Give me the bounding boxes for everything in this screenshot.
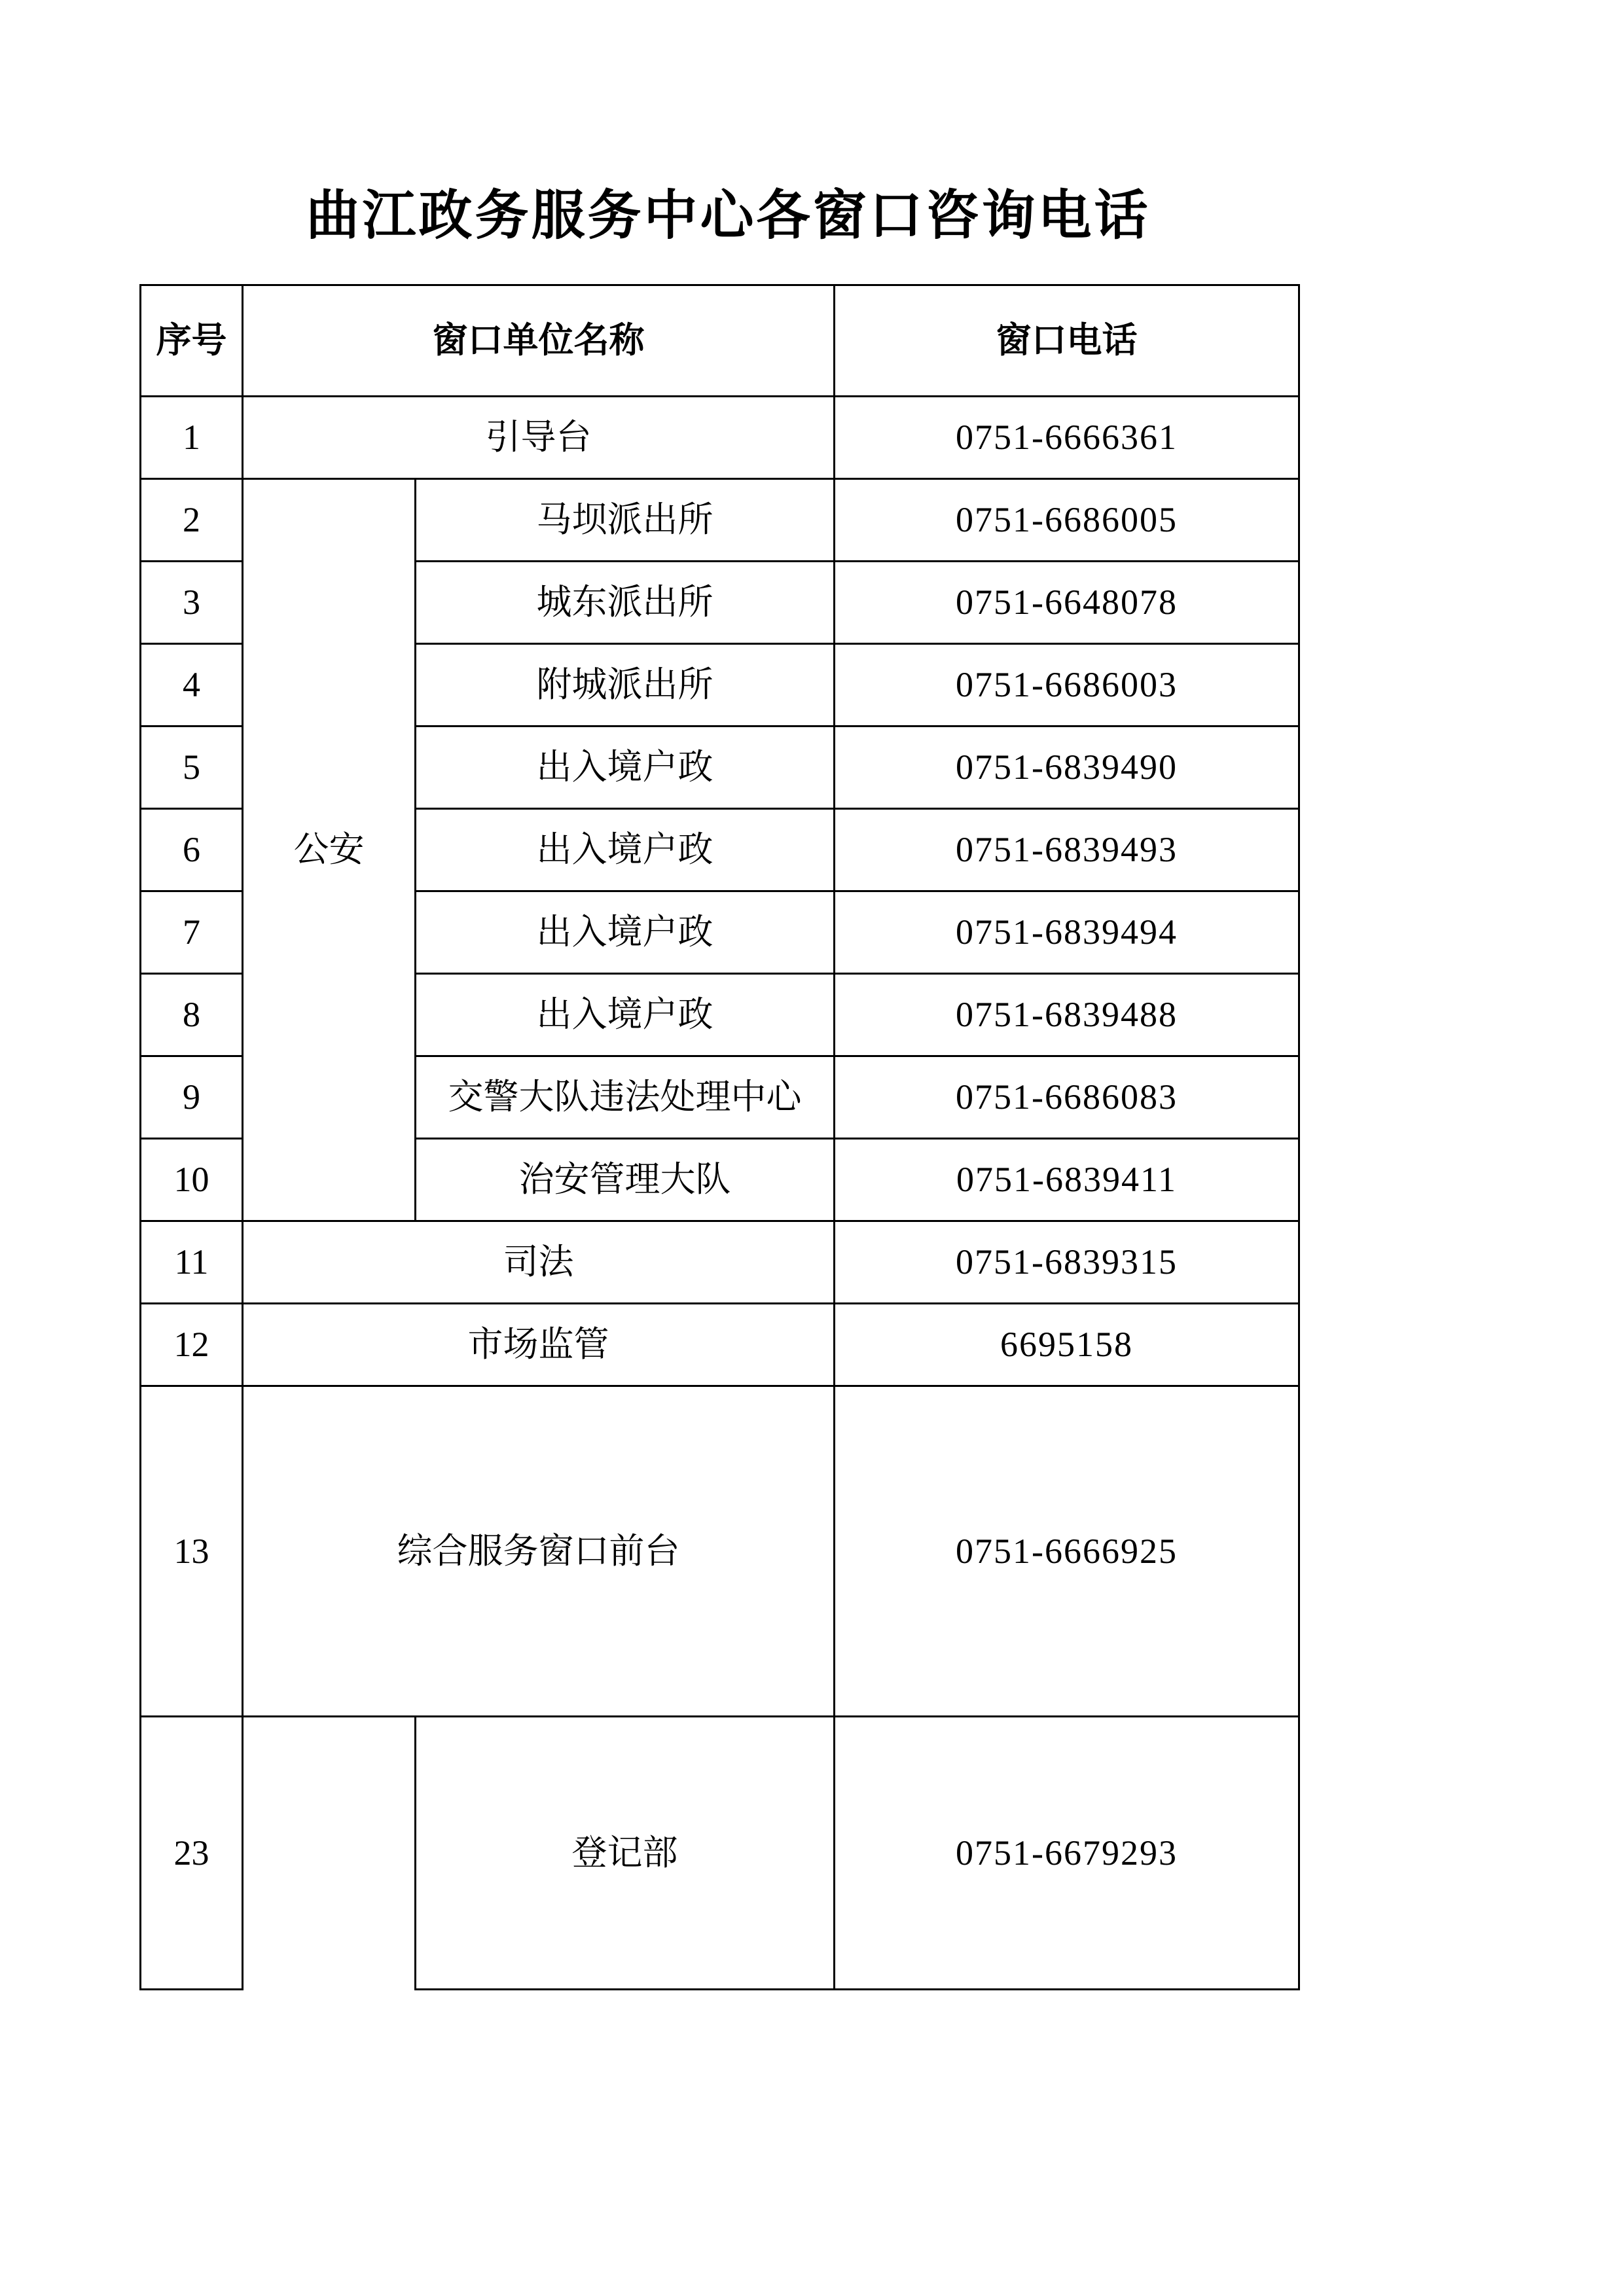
row-index: 13 <box>141 1386 243 1717</box>
row-index: 3 <box>141 562 243 644</box>
row-index: 6 <box>141 809 243 891</box>
table-header-row <box>141 285 1299 397</box>
row-index: 10 <box>141 1139 243 1221</box>
row-phone: 0751-6839315 <box>835 1221 1299 1304</box>
row-index: 7 <box>141 891 243 974</box>
row-unit: 治安管理大队 <box>416 1139 835 1221</box>
phone-directory-table <box>139 284 1300 1990</box>
table-row <box>141 1304 1299 1386</box>
row-unit: 出入境户政 <box>416 891 835 974</box>
header-unit: 窗口单位名称 <box>243 285 835 397</box>
row-unit: 出入境户政 <box>416 726 835 809</box>
row-phone: 0751-6686003 <box>835 644 1299 726</box>
row-category-blank <box>243 1717 416 1990</box>
row-phone: 0751-6839493 <box>835 809 1299 891</box>
row-unit: 附城派出所 <box>416 644 835 726</box>
table-row <box>141 1386 1299 1717</box>
row-phone: 0751-6686005 <box>835 479 1299 562</box>
row-phone: 0751-6839411 <box>835 1139 1299 1221</box>
row-phone: 0751-6648078 <box>835 562 1299 644</box>
table-row <box>141 1717 1299 1990</box>
row-index: 9 <box>141 1056 243 1139</box>
row-index: 11 <box>141 1221 243 1304</box>
row-unit: 城东派出所 <box>416 562 835 644</box>
row-unit: 司法 <box>243 1221 835 1304</box>
table-row <box>141 479 1299 562</box>
header-phone: 窗口电话 <box>835 285 1299 397</box>
row-phone: 0751-6666361 <box>835 397 1299 479</box>
row-phone: 0751-6666925 <box>835 1386 1299 1717</box>
row-unit: 出入境户政 <box>416 974 835 1056</box>
row-index: 23 <box>141 1717 243 1990</box>
page-title: 曲江政务服务中心各窗口咨询电话 <box>306 185 1151 247</box>
row-phone: 6695158 <box>835 1304 1299 1386</box>
row-unit: 市场监管 <box>243 1304 835 1386</box>
row-unit: 引导台 <box>243 397 835 479</box>
row-index: 4 <box>141 644 243 726</box>
row-category-police: 公安 <box>243 479 416 1221</box>
row-phone: 0751-6686083 <box>835 1056 1299 1139</box>
row-unit: 综合服务窗口前台 <box>243 1386 835 1717</box>
row-index: 8 <box>141 974 243 1056</box>
row-unit: 交警大队违法处理中心 <box>416 1056 835 1139</box>
row-phone: 0751-6839490 <box>835 726 1299 809</box>
header-index: 序号 <box>141 285 243 397</box>
row-phone: 0751-6839488 <box>835 974 1299 1056</box>
row-index: 5 <box>141 726 243 809</box>
row-unit: 出入境户政 <box>416 809 835 891</box>
table-row <box>141 1221 1299 1304</box>
row-unit: 马坝派出所 <box>416 479 835 562</box>
row-index: 1 <box>141 397 243 479</box>
row-phone: 0751-6839494 <box>835 891 1299 974</box>
row-phone: 0751-6679293 <box>835 1717 1299 1990</box>
row-unit: 登记部 <box>416 1717 835 1990</box>
table-row <box>141 397 1299 479</box>
row-index: 2 <box>141 479 243 562</box>
row-index: 12 <box>141 1304 243 1386</box>
